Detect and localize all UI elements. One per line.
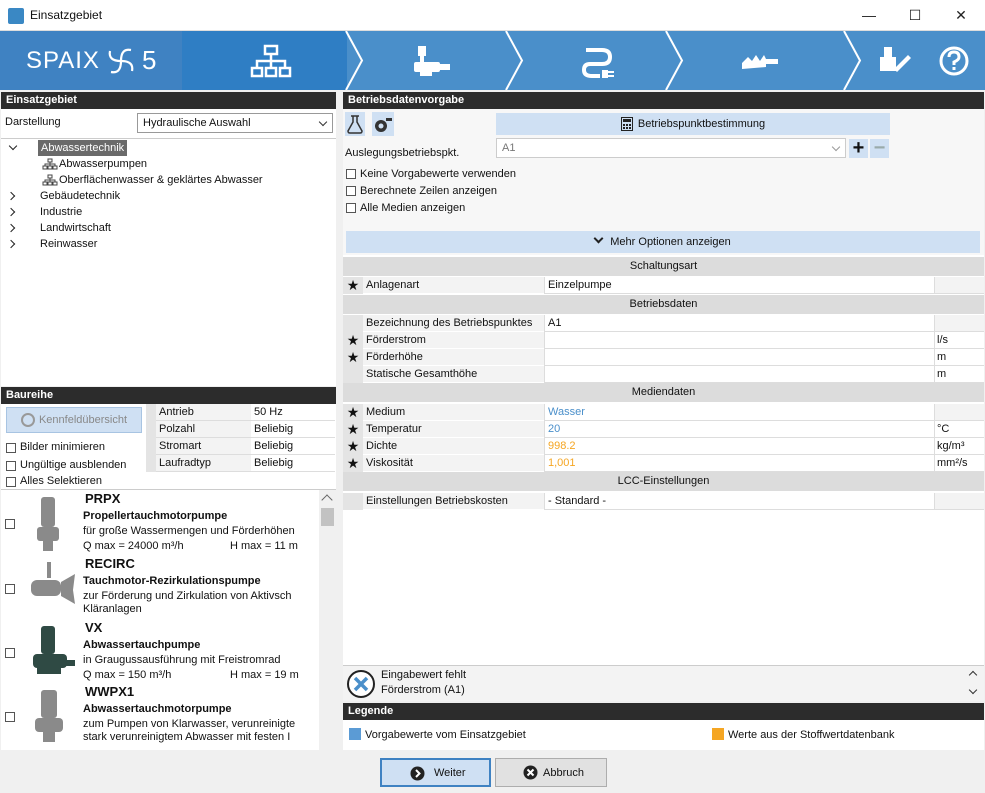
foerderhoehe-unit[interactable]: m bbox=[934, 349, 984, 366]
remove-point-button[interactable]: − bbox=[870, 139, 889, 158]
product-type: Propellertauchmotorpumpe bbox=[83, 510, 228, 522]
darstellung-value: Hydraulische Auswahl bbox=[143, 117, 251, 129]
row-temperatur[interactable] bbox=[343, 421, 984, 438]
bezeichnung-value[interactable]: A1 bbox=[544, 315, 934, 332]
abbruch-button[interactable] bbox=[495, 758, 607, 787]
anlagenart-unit bbox=[934, 277, 984, 294]
pump-image-icon bbox=[31, 495, 67, 553]
required-star-icon: ★ bbox=[343, 455, 363, 472]
betriebskosten-value[interactable]: - Standard - bbox=[544, 493, 934, 510]
alle-medien-label: Alle Medien anzeigen bbox=[360, 202, 466, 214]
statische-name: Statische Gesamthöhe bbox=[363, 366, 544, 383]
filter-value-stromart[interactable]: Beliebig bbox=[251, 438, 335, 455]
list-item[interactable] bbox=[1, 556, 321, 618]
medium-value[interactable]: Wasser bbox=[544, 404, 934, 421]
row-foerderhoehe[interactable] bbox=[343, 349, 984, 366]
abbruch-label: Abbruch bbox=[543, 767, 584, 779]
filter-value-antrieb[interactable]: 50 Hz bbox=[251, 404, 335, 421]
section-mediendaten: Mediendaten bbox=[343, 383, 984, 402]
product-desc: zum Pumpen von Klarwasser, verunreinigte bbox=[83, 718, 296, 730]
title-bar bbox=[0, 0, 985, 31]
required-star-icon: ★ bbox=[343, 404, 363, 421]
pump-image-icon bbox=[27, 624, 77, 680]
product-type: Abwassertauchpumpe bbox=[83, 639, 201, 651]
filter-gutter bbox=[146, 404, 156, 472]
product-checkbox[interactable] bbox=[5, 519, 15, 529]
product-qmax: Q max = 150 m³/h bbox=[83, 669, 172, 681]
temperatur-value[interactable]: 20 bbox=[544, 421, 934, 438]
product-scrollbar[interactable] bbox=[319, 490, 336, 750]
filter-name-polzahl: Polzahl bbox=[156, 421, 251, 438]
ungueltige-label: Ungültige ausblenden bbox=[20, 459, 127, 471]
viskositaet-value[interactable]: 1,001 bbox=[544, 455, 934, 472]
filter-value-polzahl[interactable]: Beliebig bbox=[251, 421, 335, 438]
list-item[interactable] bbox=[1, 684, 321, 750]
product-list bbox=[1, 490, 336, 750]
product-desc-2: Kläranlagen bbox=[83, 603, 142, 615]
foerderstrom-name: Förderstrom bbox=[363, 332, 544, 349]
weiter-button[interactable] bbox=[380, 758, 491, 787]
add-point-button[interactable]: + bbox=[849, 139, 868, 158]
error-icon bbox=[346, 669, 376, 699]
medium-name: Medium bbox=[363, 404, 544, 421]
row-medium[interactable] bbox=[343, 404, 984, 421]
arrow-right-icon bbox=[410, 766, 425, 781]
checkbox-ungueltige[interactable] bbox=[6, 461, 16, 471]
section-betriebsdaten: Betriebsdaten bbox=[343, 295, 984, 314]
temperatur-name: Temperatur bbox=[363, 421, 544, 438]
scroll-up-icon[interactable] bbox=[321, 494, 332, 505]
tree-item-reinwasser[interactable]: Reinwasser bbox=[40, 238, 98, 250]
message-line-1: Eingabewert fehlt bbox=[381, 669, 466, 681]
hierarchy-small-icon bbox=[42, 158, 58, 170]
chevron-down-icon bbox=[594, 234, 604, 244]
temperatur-unit[interactable]: °C bbox=[934, 421, 984, 438]
darstellung-label: Darstellung bbox=[5, 116, 61, 128]
medium-unit bbox=[934, 404, 984, 421]
anlagenart-value[interactable]: Einzelpumpe bbox=[544, 277, 934, 294]
bezeichnung-name: Bezeichnung des Betriebspunktes bbox=[363, 315, 544, 332]
divider bbox=[1, 138, 336, 139]
message-up-icon[interactable] bbox=[969, 671, 977, 679]
hierarchy-small-icon bbox=[42, 174, 58, 186]
product-desc: für große Wassermengen und Förderhöhen bbox=[83, 525, 295, 537]
row-anlagenart[interactable] bbox=[343, 277, 984, 294]
kennfeld-label: Kennfeldübersicht bbox=[38, 414, 128, 426]
einsatzgebiet-header: Einsatzgebiet bbox=[1, 92, 336, 109]
berechnete-label: Berechnete Zeilen anzeigen bbox=[360, 185, 497, 197]
app-icon bbox=[8, 8, 24, 24]
pump-settings-icon bbox=[372, 112, 394, 136]
star-placeholder bbox=[343, 366, 363, 383]
maximize-button[interactable]: ☐ bbox=[908, 7, 922, 23]
product-checkbox[interactable] bbox=[5, 712, 15, 722]
tree-item-abwasserpumpen[interactable]: Abwasserpumpen bbox=[59, 158, 148, 170]
viskositaet-name: Viskosität bbox=[363, 455, 544, 472]
bpb-label: Betriebspunktbestimmung bbox=[637, 118, 766, 131]
tree-item-abwassertechnik[interactable]: Abwassertechnik bbox=[38, 140, 127, 156]
legend-blue-label: Vorgabewerte vom Einsatzgebiet bbox=[365, 729, 526, 741]
tree-item-gebaeudetechnik[interactable]: Gebäudetechnik bbox=[40, 190, 121, 202]
row-betriebskosten[interactable] bbox=[343, 493, 984, 510]
betriebsdaten-header: Betriebsdatenvorgabe bbox=[343, 92, 984, 109]
chevron-down-icon bbox=[832, 143, 840, 151]
product-name: PRPX bbox=[85, 491, 121, 506]
calculator-icon bbox=[621, 117, 633, 131]
help-icon[interactable] bbox=[938, 45, 970, 77]
logo-swirl-icon bbox=[104, 44, 138, 78]
list-item[interactable] bbox=[1, 491, 321, 553]
tree-item-oberflaechenwasser[interactable]: Oberflächenwasser & geklärtes Abwasser bbox=[59, 174, 263, 186]
minimize-button[interactable]: — bbox=[862, 7, 876, 23]
bezeichnung-unit bbox=[934, 315, 984, 332]
message-down-icon[interactable] bbox=[969, 686, 977, 694]
message-box bbox=[343, 665, 984, 701]
checkbox-alles[interactable] bbox=[6, 477, 16, 487]
dichte-value[interactable]: 998.2 bbox=[544, 438, 934, 455]
legende-header: Legende bbox=[343, 703, 984, 720]
bilder-label: Bilder minimieren bbox=[20, 441, 105, 453]
star-placeholder bbox=[343, 493, 363, 510]
keine-vorgabe-label: Keine Vorgabewerte verwenden bbox=[360, 168, 516, 180]
filter-name-laufradtyp: Laufradtyp bbox=[156, 455, 251, 472]
row-dichte[interactable] bbox=[343, 438, 984, 455]
checkbox-berechnete[interactable] bbox=[346, 186, 356, 196]
hierarchy-icon bbox=[250, 44, 292, 78]
alles-label: Alles Selektieren bbox=[20, 475, 102, 487]
filter-name-antrieb: Antrieb bbox=[156, 404, 251, 421]
pump-image-icon bbox=[31, 688, 71, 744]
scroll-thumb[interactable] bbox=[321, 508, 334, 526]
product-type: Tauchmotor-Rezirkulationspumpe bbox=[83, 575, 261, 587]
betriebskosten-name: Einstellungen Betriebskosten bbox=[363, 493, 544, 510]
statische-value[interactable] bbox=[544, 366, 934, 383]
legend-blue-swatch bbox=[349, 728, 361, 740]
row-viskositaet[interactable] bbox=[343, 455, 984, 472]
checkbox-keine-vorgabe[interactable] bbox=[346, 169, 356, 179]
auslegung-value: A1 bbox=[502, 142, 516, 154]
product-hmax: H max = 19 m bbox=[230, 669, 299, 681]
product-desc-2: stark verunreinigtem Abwasser mit festen I bbox=[83, 731, 291, 743]
legend-orange-label: Werte aus der Stoffwertdatenbank bbox=[728, 729, 895, 741]
anlagenart-name: Anlagenart bbox=[363, 277, 544, 294]
chevron-down-icon bbox=[319, 118, 327, 126]
foerderhoehe-name: Förderhöhe bbox=[363, 349, 544, 366]
section-schaltungsart: Schaltungsart bbox=[343, 257, 984, 276]
logo-version: 5 bbox=[142, 45, 157, 75]
impeller-shaft-icon[interactable] bbox=[740, 47, 780, 75]
dichte-unit[interactable]: kg/m³ bbox=[934, 438, 984, 455]
message-line-2: Förderstrom (A1) bbox=[381, 684, 465, 696]
more-options-label: Mehr Optionen anzeigen bbox=[610, 236, 731, 248]
section-lcc: LCC-Einstellungen bbox=[343, 472, 984, 491]
list-item[interactable] bbox=[1, 620, 321, 682]
more-options-button[interactable] bbox=[346, 231, 980, 253]
required-star-icon: ★ bbox=[343, 421, 363, 438]
required-star-icon: ★ bbox=[343, 438, 363, 455]
checkbox-alle-medien[interactable] bbox=[346, 203, 356, 213]
product-name: VX bbox=[85, 620, 103, 635]
foerderhoehe-value[interactable] bbox=[544, 349, 934, 366]
star-placeholder bbox=[343, 315, 363, 332]
tree-item-industrie[interactable]: Industrie bbox=[40, 206, 83, 218]
required-star-icon: ★ bbox=[343, 349, 363, 366]
pump-icon[interactable] bbox=[412, 44, 452, 78]
auslegung-label: Auslegungsbetriebspkt. bbox=[345, 147, 460, 159]
weiter-label: Weiter bbox=[434, 767, 466, 779]
filter-name-stromart: Stromart bbox=[156, 438, 251, 455]
row-foerderstrom[interactable] bbox=[343, 332, 984, 349]
step-einsatzgebiet[interactable] bbox=[182, 31, 347, 90]
flask-button[interactable] bbox=[345, 112, 365, 136]
circle-icon bbox=[21, 413, 35, 427]
baureihe-header: Baureihe bbox=[1, 387, 336, 404]
foerderstrom-value[interactable] bbox=[544, 332, 934, 349]
foerderstrom-unit[interactable]: l/s bbox=[934, 332, 984, 349]
checkbox-bilder[interactable] bbox=[6, 443, 16, 453]
product-checkbox[interactable] bbox=[5, 584, 15, 594]
product-qmax: Q max = 24000 m³/h bbox=[83, 540, 184, 552]
cancel-icon bbox=[523, 765, 538, 780]
product-type: Abwassertauchmotorpumpe bbox=[83, 703, 232, 715]
kennfeld-button[interactable] bbox=[6, 407, 142, 433]
betriebspunktbestimmung-button[interactable] bbox=[496, 113, 890, 135]
product-checkbox[interactable] bbox=[5, 648, 15, 658]
settings-tool-icon[interactable] bbox=[876, 43, 912, 79]
auslegung-select[interactable] bbox=[496, 138, 846, 158]
product-desc: zur Förderung und Zirkulation von Aktivsch bbox=[83, 590, 292, 602]
row-statische[interactable] bbox=[343, 366, 984, 383]
product-name: RECIRC bbox=[85, 556, 135, 571]
statische-unit[interactable]: m bbox=[934, 366, 984, 383]
product-name: WWPX1 bbox=[85, 684, 135, 699]
mixer-image-icon bbox=[23, 560, 77, 616]
tree-item-landwirtschaft[interactable]: Landwirtschaft bbox=[40, 222, 111, 234]
dichte-name: Dichte bbox=[363, 438, 544, 455]
product-desc: in Graugussausführung mit Freistromrad bbox=[83, 654, 281, 666]
required-star-icon: ★ bbox=[343, 332, 363, 349]
window-title: Einsatzgebiet bbox=[30, 8, 103, 22]
wizard-navigation bbox=[0, 31, 985, 90]
close-button[interactable]: ✕ bbox=[955, 7, 967, 23]
flask-icon bbox=[345, 112, 365, 136]
logo-text: SPAIX bbox=[26, 47, 100, 74]
spaix-logo bbox=[0, 31, 182, 90]
betriebskosten-unit bbox=[934, 493, 984, 510]
power-plug-icon[interactable] bbox=[578, 44, 618, 78]
product-hmax: H max = 11 m bbox=[230, 540, 298, 552]
pump-curve-button[interactable] bbox=[372, 112, 394, 136]
viskositaet-unit[interactable]: mm²/s bbox=[934, 455, 984, 472]
row-bezeichnung[interactable] bbox=[343, 315, 984, 332]
darstellung-select[interactable] bbox=[137, 113, 333, 133]
legend-orange-swatch bbox=[712, 728, 724, 740]
filter-value-laufradtyp[interactable]: Beliebig bbox=[251, 455, 335, 472]
required-star-icon: ★ bbox=[343, 277, 363, 294]
